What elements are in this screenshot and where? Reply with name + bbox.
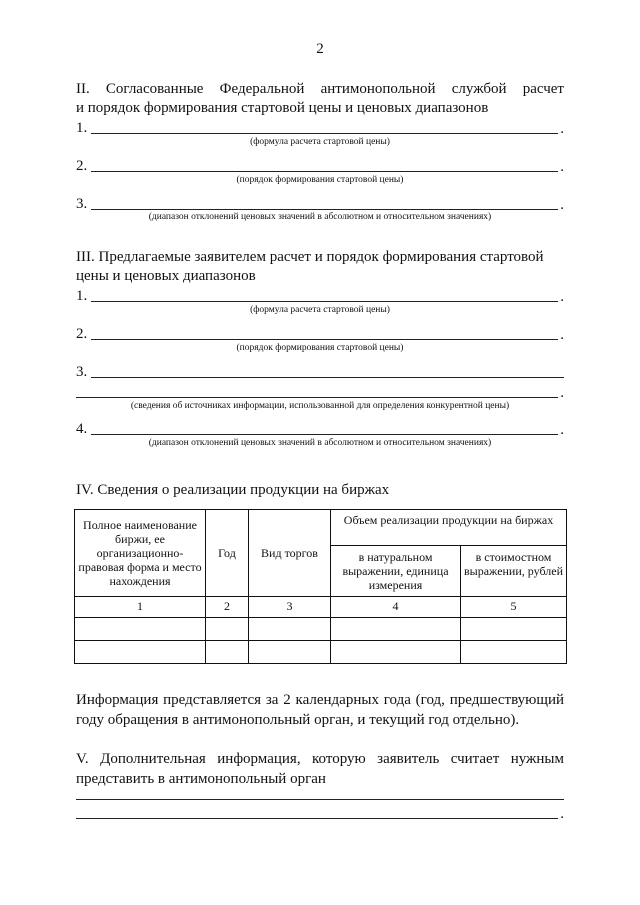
table-cell: 1: [75, 597, 206, 618]
table-row[interactable]: [75, 618, 567, 641]
section-2-heading-line-2: и порядок формирования стартовой цены и ценовых диапазонов: [76, 100, 489, 116]
fill-line[interactable]: [91, 434, 558, 435]
header-trade-type: Вид торгов: [249, 510, 331, 597]
table-cell[interactable]: [206, 641, 249, 664]
line-end: .: [560, 385, 564, 401]
fill-line[interactable]: [91, 377, 564, 378]
s2-item-1-caption: (формула расчета стартовой цены): [250, 137, 390, 147]
s2-item-3-caption: (диапазон отклонений ценовых значений в абсолютном и относительном значениях): [148, 212, 492, 222]
header-value-terms: в стоимостном выражении, рублей: [461, 546, 567, 597]
s3-item-2-caption: (порядок формирования стартовой цены): [236, 343, 404, 353]
table-cell[interactable]: [331, 618, 461, 641]
line-end: .: [560, 159, 564, 175]
section-2-heading-line-1: II. Согласованные Федеральной антимонопольной службой расчет: [76, 81, 564, 97]
s5-line-2[interactable]: [76, 805, 564, 825]
s3-item-3-caption: (сведения об источниках информации, использованной для определения конкурентной цены): [130, 401, 510, 411]
line-end: .: [560, 327, 564, 343]
item-number: 1.: [76, 288, 88, 304]
section-4-heading: IV. Сведения о реализации продукции на биржах: [76, 482, 390, 498]
header-year: Год: [206, 510, 249, 597]
s5-line-1[interactable]: [76, 786, 564, 806]
line-end: .: [560, 422, 564, 438]
line-end: .: [560, 121, 564, 137]
fill-line[interactable]: [76, 818, 558, 819]
table-cell: 3: [249, 597, 331, 618]
header-natural-terms: в натуральном выражении, единица измерения: [331, 546, 461, 597]
fill-line[interactable]: [91, 301, 558, 302]
table-cell[interactable]: [75, 618, 206, 641]
line-end: .: [560, 197, 564, 213]
s3-item-4-caption: (диапазон отклонений ценовых значений в абсолютном и относительном значениях): [148, 438, 492, 448]
table-cell[interactable]: [461, 641, 567, 664]
table-cell: 4: [331, 597, 461, 618]
s3-item-1-caption: (формула расчета стартовой цены): [250, 305, 390, 315]
item-number: 1.: [76, 120, 88, 136]
item-number: 2.: [76, 158, 88, 174]
table-cell[interactable]: [249, 618, 331, 641]
section-4-note: Информация представляется за 2 календарных года (год, предшествующий году обращения в антимонопольный орган, и текущий год отдельно).: [76, 692, 564, 728]
section-3-heading-line-2: цены и ценовых диапазонов: [76, 268, 256, 284]
item-number: 2.: [76, 326, 88, 342]
table-cell[interactable]: [75, 641, 206, 664]
header-sales-volume: Объем реализации продукции на биржах: [331, 510, 567, 546]
fill-line[interactable]: [91, 133, 558, 134]
table-number-row: [75, 597, 567, 618]
table-cell[interactable]: [461, 618, 567, 641]
section-5-heading: V. Дополнительная информация, которую заявитель считает нужным представить в антимонопольный орган: [76, 751, 564, 787]
table-cell: 2: [206, 597, 249, 618]
table-cell[interactable]: [206, 618, 249, 641]
header-exchange-name: Полное наименование биржи, ее организационно-правовая форма и место нахождения: [75, 510, 206, 597]
fill-line[interactable]: [91, 171, 558, 172]
fill-line[interactable]: [76, 397, 558, 398]
table-cell[interactable]: [331, 641, 461, 664]
item-number: 3.: [76, 364, 88, 380]
s2-item-2-caption: (порядок формирования стартовой цены): [236, 175, 404, 185]
item-number: 3.: [76, 196, 88, 212]
line-end: .: [560, 289, 564, 305]
table-row[interactable]: [75, 641, 567, 664]
table-cell[interactable]: [249, 641, 331, 664]
item-number: 4.: [76, 421, 88, 437]
exchange-sales-table: [74, 509, 567, 664]
fill-line[interactable]: [91, 339, 558, 340]
section-3-heading-line-1: III. Предлагаемые заявителем расчет и порядок формирования стартовой: [76, 249, 544, 265]
page-number: 2: [316, 41, 324, 57]
fill-line[interactable]: [91, 209, 558, 210]
table-header-row: [75, 510, 567, 546]
table-cell: 5: [461, 597, 567, 618]
s3-item-3-row[interactable]: [76, 364, 564, 384]
fill-line[interactable]: [76, 799, 564, 800]
line-end: .: [560, 806, 564, 822]
